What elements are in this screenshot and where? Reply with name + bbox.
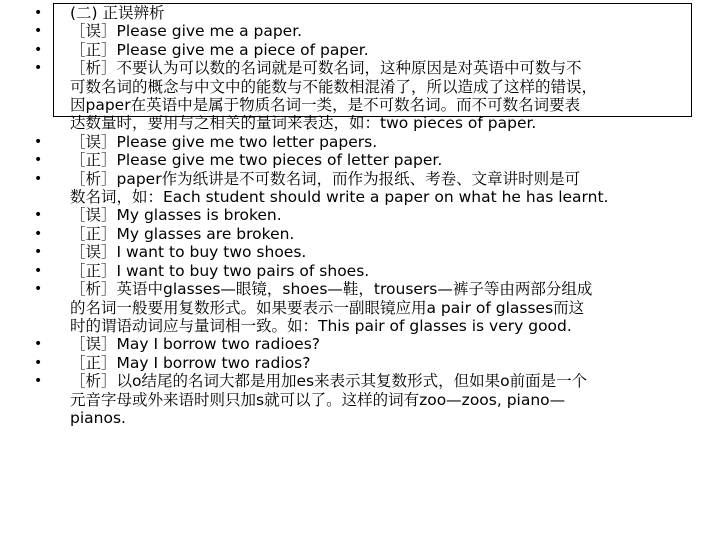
list-item <box>0 4 720 22</box>
list-item <box>0 243 720 261</box>
item-text-line: pianos. <box>70 408 126 427</box>
list-item <box>0 280 720 335</box>
bullet-icon: • <box>34 354 43 371</box>
list-item <box>0 372 720 427</box>
item-text-line: ［正］May I borrow two radios? <box>70 353 311 372</box>
item-text-line: 数名词，如：Each student should write a paper on what he has learnt. <box>70 188 609 207</box>
list-item <box>0 170 720 207</box>
item-text-line: ［正］Please give me a piece of paper. <box>70 40 369 59</box>
bullet-icon: • <box>34 60 43 77</box>
item-text-line: ［正］I want to buy two pairs of shoes. <box>70 261 370 280</box>
list-item <box>0 59 720 133</box>
item-text-line: ［误］I want to buy two shoes. <box>70 243 307 262</box>
bullet-icon: • <box>34 336 43 353</box>
item-text-line: (二) 正误辨析 <box>70 4 165 22</box>
item-text-line: ［误］Please give me two letter papers. <box>70 132 378 151</box>
bullet-icon: • <box>34 225 43 242</box>
item-text-line: ［正］Please give me two pieces of letter paper. <box>70 151 443 170</box>
item-text-line: 因paper在英语中是属于物质名词一类，是不可数名词。而不可数名词要表 <box>70 96 581 115</box>
item-text-line: 可数名词的概念与中文中的能数与不能数相混淆了，所以造成了这样的错误， <box>70 77 598 96</box>
list-item <box>0 262 720 280</box>
item-text-line: 时的谓语动词应与量词相一致。如：This pair of glasses is very good. <box>70 316 572 335</box>
item-text-line: 元音字母或外来语时则只加s就可以了。这样的词有zoo—zoos, piano— <box>70 390 566 409</box>
list-item <box>0 151 720 169</box>
list-item <box>0 41 720 59</box>
bullet-icon: • <box>34 152 43 169</box>
bullet-icon: • <box>34 5 43 21</box>
bullet-icon: • <box>34 373 43 390</box>
item-text-line: 的名词一般要用复数形式。如果要表示一副眼镜应用a pair of glasses而这 <box>70 298 585 317</box>
item-text-line: ［析］以o结尾的名词大都是用加es来表示其复数形式，但如果o前面是一个 <box>70 372 588 391</box>
item-text-line: ［误］Please give me a paper. <box>70 22 303 41</box>
item-text-line: ［误］My glasses is broken. <box>70 206 282 225</box>
list-item <box>0 335 720 353</box>
item-text-line: 达数量时，要用与之相关的量词来表达，如：two pieces of paper. <box>70 114 537 133</box>
bullet-icon: • <box>34 133 43 150</box>
bullet-list <box>0 4 720 427</box>
bullet-icon: • <box>34 170 43 187</box>
item-text-line: ［正］My glasses are broken. <box>70 224 295 243</box>
item-text-line: ［析］paper作为纸讲是不可数名词，而作为报纸、考卷、文章讲时则是可 <box>70 169 581 188</box>
bullet-icon: • <box>34 207 43 224</box>
list-item <box>0 354 720 372</box>
list-item <box>0 225 720 243</box>
list-item <box>0 206 720 224</box>
bullet-icon: • <box>34 262 43 279</box>
list-item <box>0 22 720 40</box>
item-text-line: ［误］May I borrow two radioes? <box>70 335 321 354</box>
list-item <box>0 133 720 151</box>
item-text-line: ［析］英语中glasses—眼镜，shoes—鞋，trousers—裤子等由两部分组成 <box>70 280 593 299</box>
bullet-icon: • <box>34 244 43 261</box>
bullet-icon: • <box>34 23 43 40</box>
bullet-icon: • <box>34 41 43 58</box>
bullet-icon: • <box>34 281 43 298</box>
item-text-line: ［析］不要认为可以数的名词就是可数名词，这种原因是对英语中可数与不 <box>70 59 582 78</box>
